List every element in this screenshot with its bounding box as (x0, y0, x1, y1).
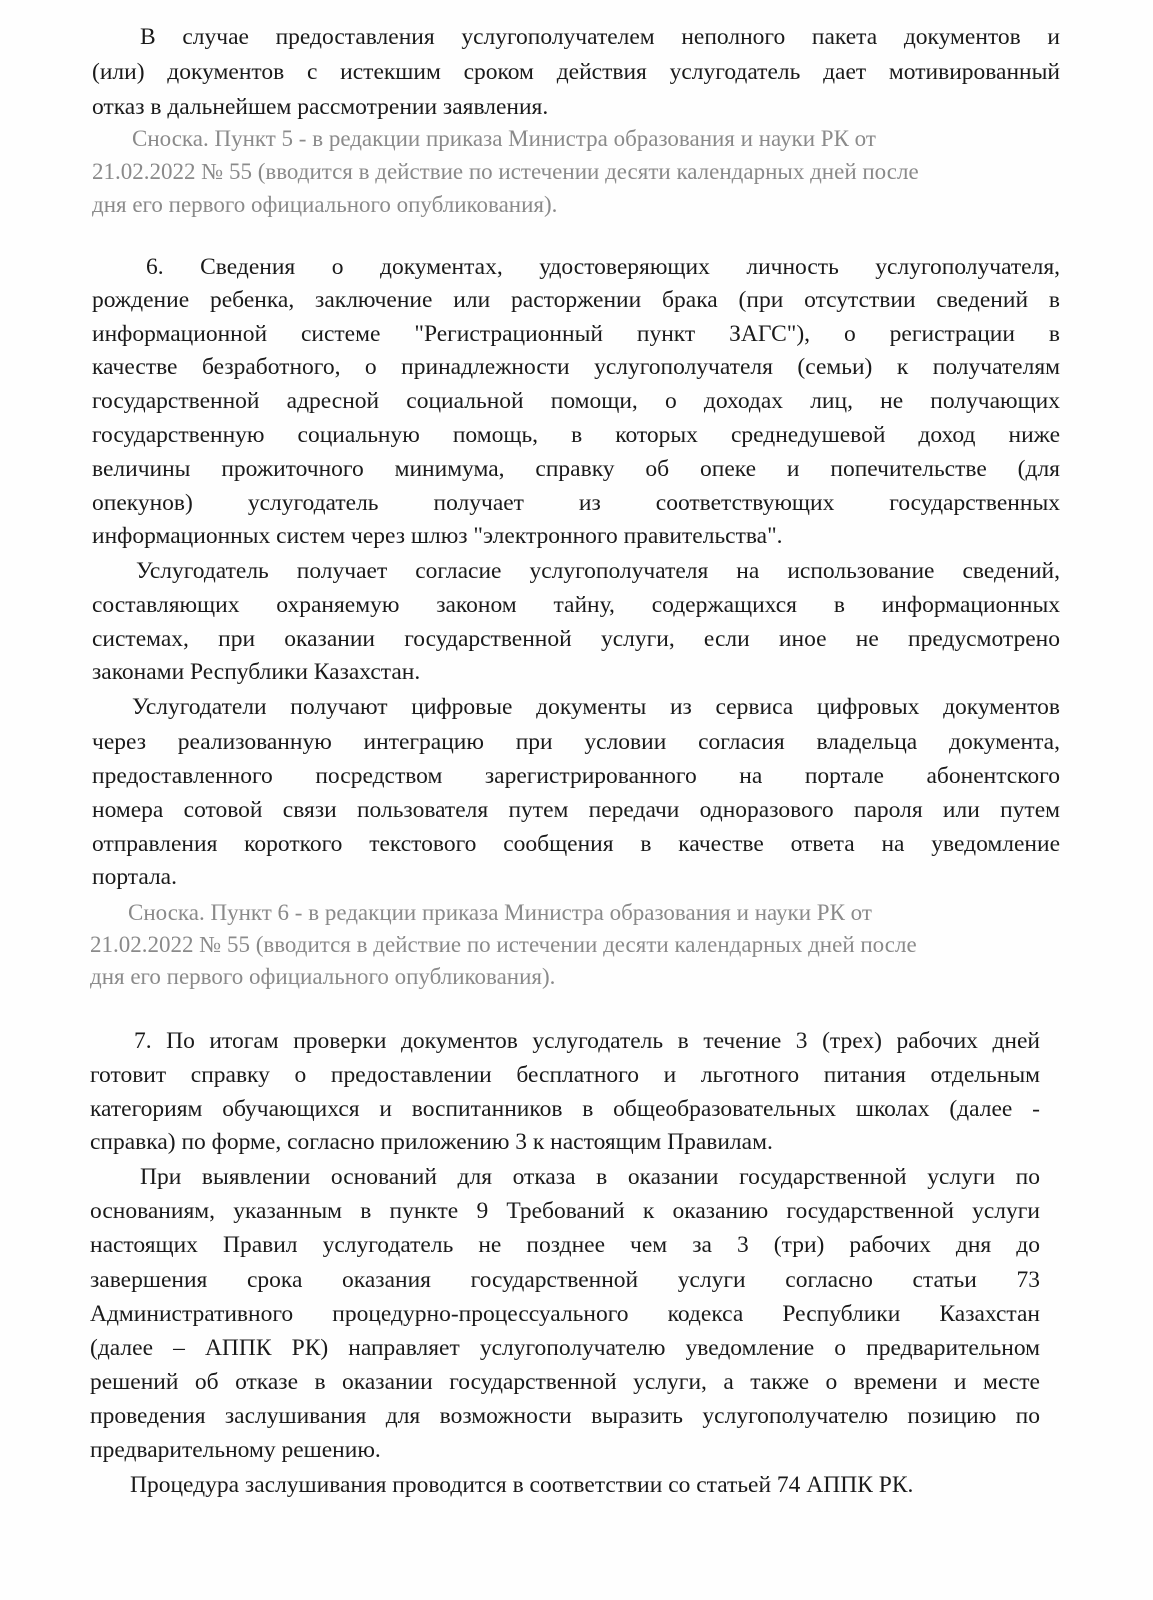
text-line: отправления короткого текстового сообщения в качестве ответа на уведомление (92, 831, 1060, 857)
text-line: номера сотовой связи пользователя путем передачи одноразового пароля или путем (92, 797, 1060, 823)
text-line: опекунов) услугодатель получает из соответствующих государственных (92, 490, 1060, 516)
footnote-line: дня его первого официального опубликования). (92, 192, 558, 217)
text-line: рождение ребенка, заключение или расторжении брака (при отсутствии сведений в (92, 287, 1060, 313)
text-line: величины прожиточного минимума, справку об опеке и попечительстве (для (92, 456, 1060, 482)
text-line: Услугодатели получают цифровые документы из сервиса цифровых документов (132, 694, 1060, 720)
text-line: решений об отказе в оказании государственной услуги, а также о времени и месте (90, 1369, 1040, 1395)
text-line: (далее – АППК РК) направляет услугополучателю уведомление о предварительном (90, 1335, 1040, 1361)
text-line: категориям обучающихся и воспитанников в общеобразовательных школах (далее - (90, 1096, 1040, 1122)
text-line: Административного процедурно-процессуального кодекса Республики Казахстан (90, 1301, 1040, 1327)
text-line: При выявлении оснований для отказа в оказании государственной услуги по (140, 1164, 1040, 1190)
text-line: составляющих охраняемую законом тайну, содержащихся в информационных (92, 592, 1060, 618)
footnote-line: Сноска. Пункт 5 - в редакции приказа Министра образования и науки РК от (132, 126, 876, 151)
text-line: качестве безработного, о принадлежности услугополучателя (семьи) к получателям (92, 354, 1060, 380)
text-line: портала. (92, 864, 177, 890)
text-line: государственной адресной социальной помощи, о доходах лиц, не получающих (92, 388, 1060, 414)
text-line: 6. Сведения о документах, удостоверяющих личность услугополучателя, (146, 254, 1060, 280)
text-line: В случае предоставления услугополучателем неполного пакета документов и (140, 24, 1060, 50)
text-line: государственную социальную помощь, в которых среднедушевой доход ниже (92, 422, 1060, 448)
text-line: через реализованную интеграцию при условии согласия владельца документа, (92, 729, 1060, 755)
footnote-line: дня его первого официального опубликования). (90, 964, 556, 989)
text-line: законами Республики Казахстан. (92, 659, 421, 685)
text-line: системах, при оказании государственной услуги, если иное не предусмотрено (92, 626, 1060, 652)
footnote-line: Сноска. Пункт 6 - в редакции приказа Министра образования и науки РК от (128, 900, 872, 925)
text-line: завершения срока оказания государственной услуги согласно статьи 73 (90, 1267, 1040, 1293)
text-line: отказ в дальнейшем рассмотрении заявления. (92, 94, 549, 120)
text-line: основаниям, указанным в пункте 9 Требований к оказанию государственной услуги (90, 1198, 1040, 1224)
text-line: информационной системе "Регистрационный пункт ЗАГС"), о регистрации в (92, 321, 1060, 347)
text-line: справка) по форме, согласно приложению 3 к настоящим Правилам. (90, 1129, 773, 1155)
text-line: Процедура заслушивания проводится в соответствии со статьей 74 АППК РК. (130, 1472, 914, 1498)
text-line: предоставленного посредством зарегистрированного на портале абонентского (92, 763, 1060, 789)
text-line: предварительному решению. (90, 1437, 381, 1463)
text-line: (или) документов с истекшим сроком действия услугодатель дает мотивированный (92, 59, 1060, 85)
text-line: информационных систем через шлюз "электронного правительства". (92, 523, 783, 549)
text-line: настоящих Правил услугодатель не позднее чем за 3 (три) рабочих дня до (90, 1232, 1040, 1258)
text-line: готовит справку о предоставлении бесплатного и льготного питания отдельным (90, 1062, 1040, 1088)
footnote-line: 21.02.2022 № 55 (вводится в действие по истечении десяти календарных дней после (92, 159, 919, 184)
text-line: 7. По итогам проверки документов услугодатель в течение 3 (трех) рабочих дней (134, 1028, 1040, 1054)
text-line: проведения заслушивания для возможности выразить услугополучателю позицию по (90, 1403, 1040, 1429)
footnote-line: 21.02.2022 № 55 (вводится в действие по истечении десяти календарных дней после (90, 932, 917, 957)
text-line: Услугодатель получает согласие услугополучателя на использование сведений, (136, 558, 1060, 584)
